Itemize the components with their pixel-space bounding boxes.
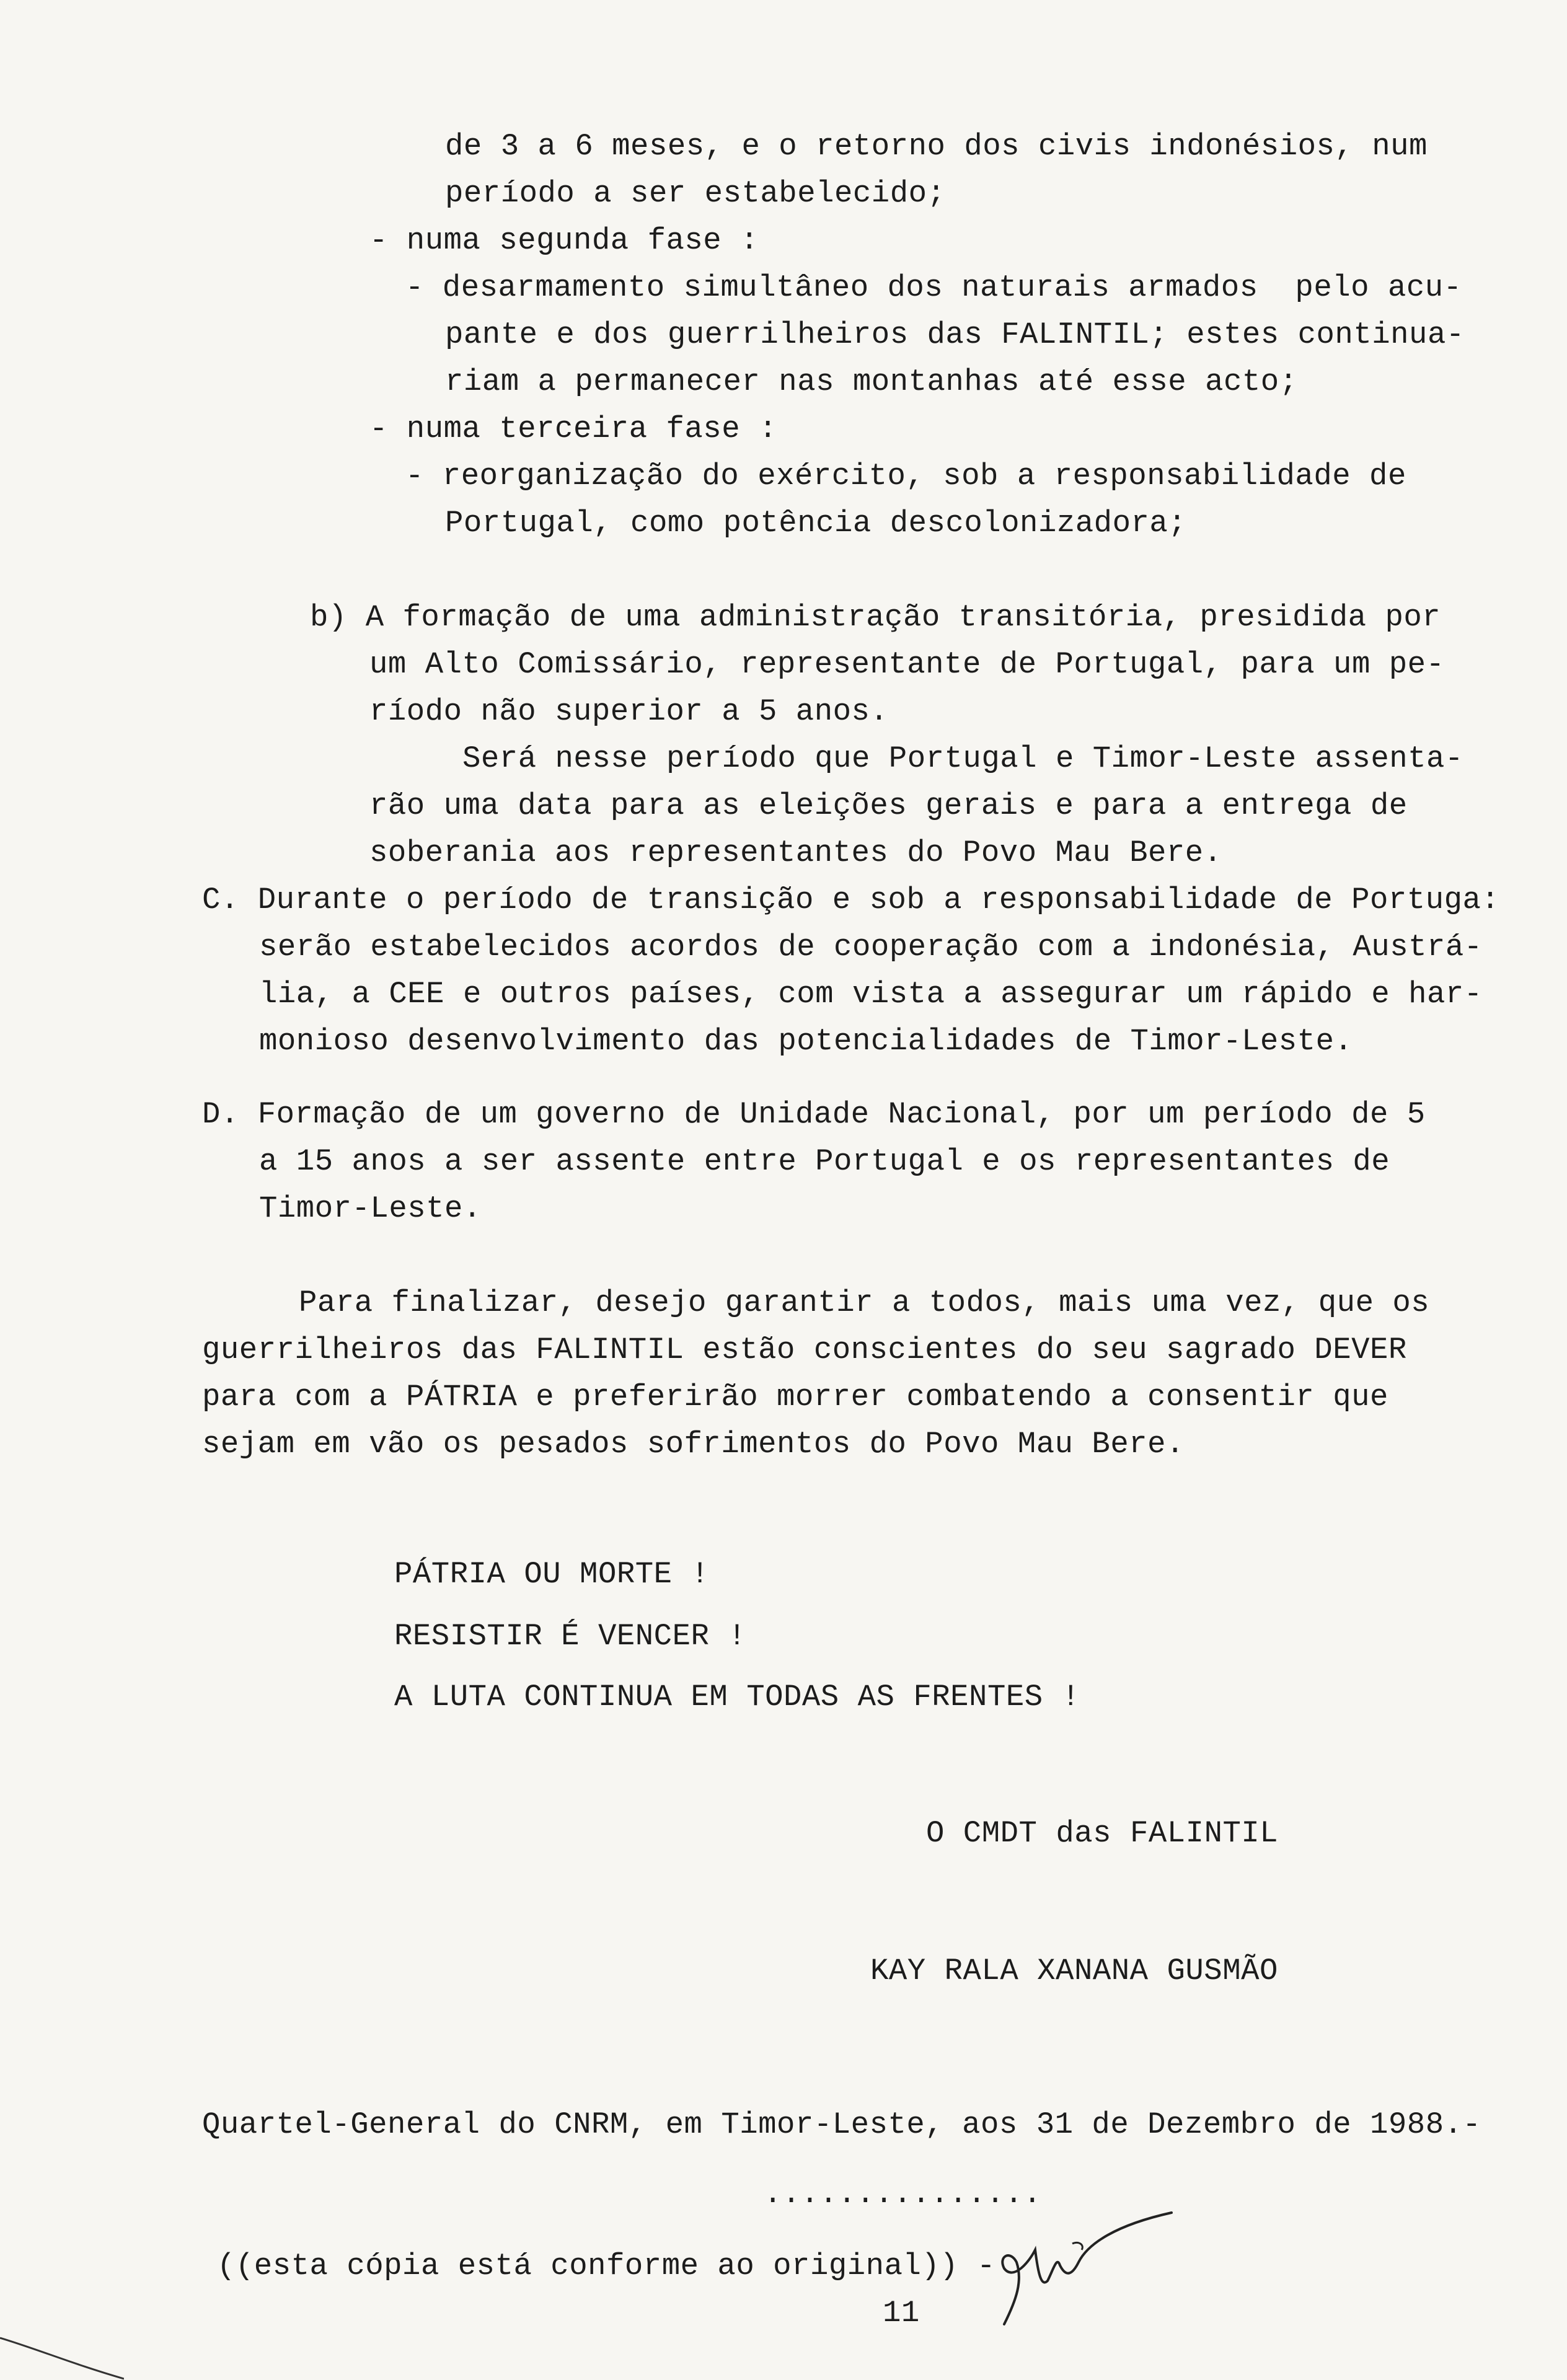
text-line: guerrilheiros das FALINTIL estão conscientes do seu sagrado DEVER [202, 1333, 1407, 1367]
text-line: período a ser estabelecido; [445, 176, 946, 211]
item-b-line: b) A formação de uma administração transitória, presidida por [310, 600, 1441, 635]
text-line: - reorganização do exército, sob a responsabilidade de [405, 459, 1406, 493]
text-line: soberania aos representantes do Povo Mau Bere. [369, 835, 1222, 870]
item-c-line: C. Durante o período de transição e sob a responsabilidade de Portuga: [202, 883, 1500, 917]
text-line: Portugal, como potência descolonizadora; [445, 506, 1187, 540]
item-d-line: D. Formação de um governo de Unidade Nacional, por um período de 5 [202, 1097, 1426, 1132]
text-line: rão uma data para as eleições gerais e para a entrega de [369, 788, 1408, 823]
page-number: 11 [883, 2296, 920, 2330]
text-line: a 15 anos a ser assente entre Portugal e os representantes de [259, 1144, 1390, 1179]
signature-name: KAY RALA XANANA GUSMÃO [870, 1954, 1278, 1988]
slogan-line: A LUTA CONTINUA EM TODAS AS FRENTES ! [394, 1680, 1080, 1714]
text-line: um Alto Comissário, representante de Portugal, para um pe- [369, 647, 1445, 682]
text-line: Timor-Leste. [259, 1191, 482, 1226]
text-line: monioso desenvolvimento das potencialidades de Timor-Leste. [259, 1024, 1353, 1059]
dotted-rule: ............... [764, 2177, 1042, 2211]
text-line: - numa terceira fase : [369, 412, 777, 446]
place-date-line: Quartel-General do CNRM, em Timor-Leste, aos 31 de Dezembro de 1988.- [202, 2107, 1481, 2142]
corner-scan-line [0, 2337, 124, 2380]
text-line: Para finalizar, desejo garantir a todos, mais uma vez, que os [299, 1285, 1430, 1320]
text-line: pante e dos guerrilheiros das FALINTIL; estes continua- [445, 317, 1465, 352]
text-line: - desarmamento simultâneo dos naturais armados pelo acu- [405, 270, 1462, 305]
text-line: para com a PÁTRIA e preferirão morrer combatendo a consentir que [202, 1380, 1388, 1414]
text-line: - numa segunda fase : [369, 223, 759, 258]
text-line: ríodo não superior a 5 anos. [369, 694, 889, 729]
handwritten-initials [979, 2206, 1178, 2330]
text-line: de 3 a 6 meses, e o retorno dos civis indonésios, num [445, 129, 1428, 164]
slogan-line: RESISTIR É VENCER ! [394, 1619, 747, 1654]
text-line: lia, a CEE e outros países, com vista a assegurar um rápido e har- [259, 977, 1483, 1011]
signature-title: O CMDT das FALINTIL [926, 1816, 1279, 1851]
copy-note: ((esta cópia está conforme ao original)) - [217, 2249, 996, 2283]
text-line: sejam em vão os pesados sofrimentos do Povo Mau Bere. [202, 1427, 1185, 1461]
text-line: Será nesse período que Portugal e Timor-Leste assenta- [462, 741, 1463, 776]
text-line: serão estabelecidos acordos de cooperação com a indonésia, Austrá- [259, 930, 1483, 964]
slogan-line: PÁTRIA OU MORTE ! [394, 1557, 710, 1592]
text-line: riam a permanecer nas montanhas até esse acto; [445, 364, 1298, 399]
